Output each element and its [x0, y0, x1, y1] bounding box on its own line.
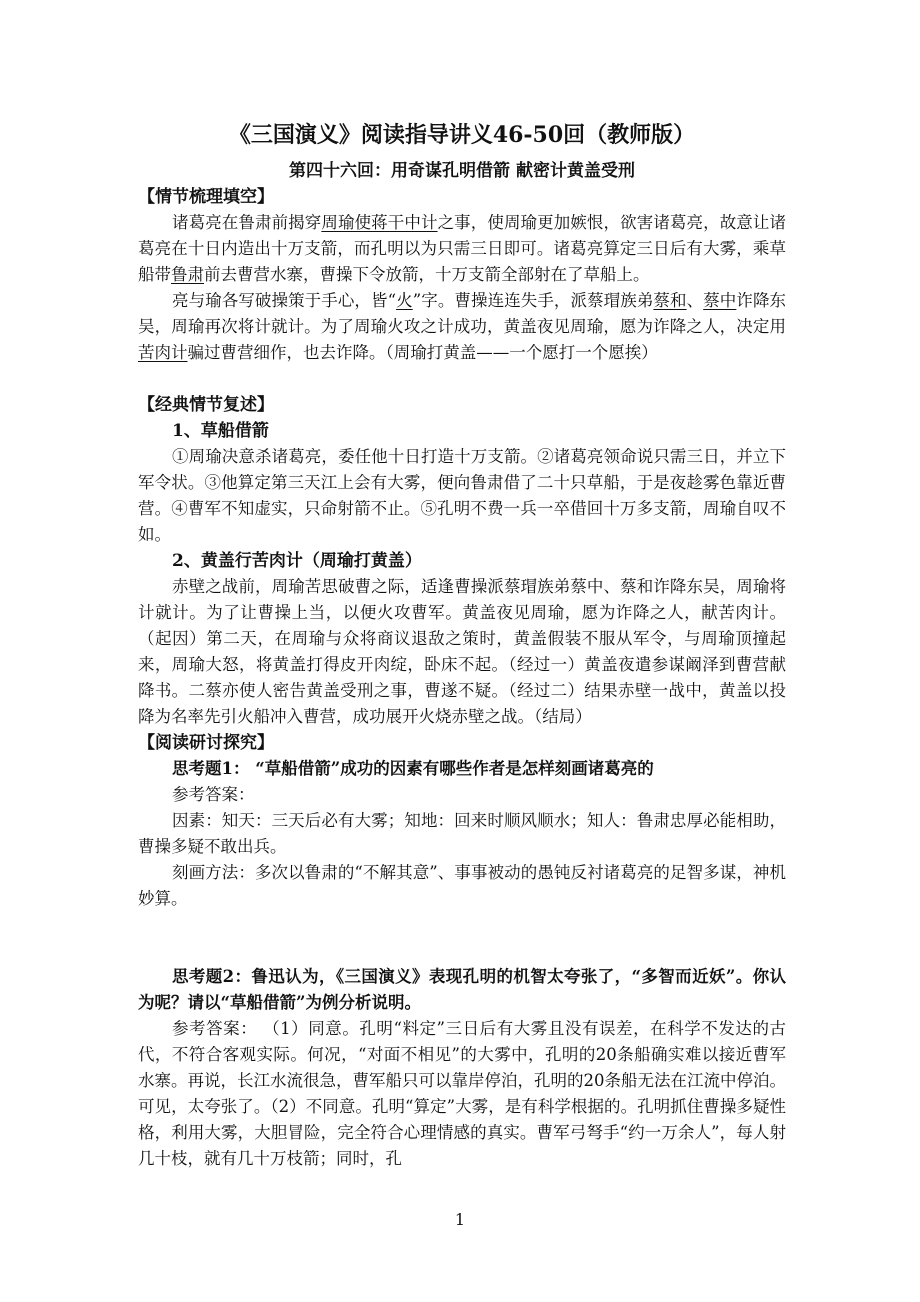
- question-2: 思考题2：鲁迅认为，《三国演义》表现孔明的机智太夸张了，“多智而近妖”。你认为呢？请以“草船借箭”为例分析说明。: [138, 967, 786, 1012]
- section-heading-retelling: 【经典情节复述】: [138, 395, 274, 415]
- fill-blank-answer: 蔡中: [703, 291, 737, 310]
- text-span: 之事，使周瑜更加嫉恨，欲害诸葛亮，故意让诸葛亮在十日内造出十万支箭，而孔明以为只需三日即可。诸葛亮算定三日后有大雾，乘草船带: [138, 213, 787, 284]
- text-span: 诈降东吴，周瑜再次将计就计。为了周瑜火攻之计成功，黄盖夜见周瑜，愿为诈降之人，决定用: [138, 291, 787, 336]
- answer-1-factors: 因素：知天：三天后必有大雾；知地：回来时顺风顺水；知人：鲁肃忠厚必能相助，曹操多疑不敢出兵。: [138, 811, 786, 856]
- plot-paragraph-1: [138, 210, 786, 288]
- section-heading-discussion: 【阅读研讨探究】: [138, 733, 274, 753]
- fill-blank-answer: 鲁肃: [171, 265, 204, 284]
- page-content: [138, 118, 786, 1172]
- subheading-straw-boats: 1、草船借箭: [172, 421, 269, 441]
- answer-label-1: 参考答案：: [172, 785, 255, 804]
- question-1: 思考题1： “草船借箭”成功的因素有哪些作者是怎样刻画诸葛亮的: [172, 759, 654, 778]
- text-span: ”字。曹操连连失手，派蔡瑁族弟: [412, 291, 654, 310]
- spacer: [138, 912, 786, 964]
- bitter-flesh-paragraph: 赤壁之战前，周瑜苦思破曹之际，适逢曹操派蔡瑁族弟蔡中、蔡和诈降东吴，周瑜将计就计。为了让曹操上当，以便火攻曹军。黄盖夜见周瑜，愿为诈降之人，献苦肉计。 （起因）第二天，在周瑜与众将商议退敌之策时，黄盖假装不服从军令，与周瑜顶撞起来，周瑜大怒，将黄盖打得皮开肉绽，卧床不起。（经过一）黄盖夜遣参谋阚泽到曹营献降书。二蔡亦使人密告黄盖受刑之事，曹遂不疑。（经过二）结果赤壁一战中，黄盖以投降为名率先引火船冲入曹营，成功展开火烧赤壁之战。（结局）: [138, 577, 786, 726]
- text-span: 、: [686, 291, 704, 310]
- section-heading-plot: 【情节梳理填空】: [138, 187, 274, 207]
- spacer: [138, 366, 786, 392]
- text-span: 骗过曹营细作，也去诈降。（周瑜打黄盖——一个愿打一个愿挨）: [187, 343, 658, 362]
- answer-2-text: （1）同意。孔明“料定”三日后有大雾且没有误差，在科学不发达的古代，不符合客观实际。何况，“对面不相见”的大雾中，孔明的20条船确实难以接近曹军水寨。再说，长江水流很急，曹军船只可以靠岸停泊，孔明的20条船无法在江流中停泊。可见，太夸张了。（2）不同意。孔明“算定”大雾，是有科学根据的。孔明抓住曹操多疑性格，利用大雾，大胆冒险，完全符合心理情感的真实。曹军弓弩手“约一万余人”，每人射几十枝，就有几十万枝箭；同时，孔: [138, 1019, 787, 1168]
- text-span: 亮与瑜各写破操策于手心，皆“: [172, 291, 397, 310]
- document-title: 《三国演义》阅读指导讲义46-50回（教师版）: [228, 122, 696, 148]
- fill-blank-answer: 苦肉计: [138, 343, 188, 362]
- plot-paragraph-2: [138, 288, 786, 366]
- answer-1-methods: 刻画方法：多次以鲁肃的“不解其意”、事事被动的愚钝反衬诸葛亮的足智多谋，神机妙算。: [138, 863, 786, 908]
- answer-label-2: 参考答案：: [172, 1019, 258, 1038]
- straw-boats-paragraph: ①周瑜决意杀诸葛亮，委任他十日打造十万支箭。②诸葛亮领命说只需三日，并立下军令状。③他算定第三天江上会有大雾，便向鲁肃借了二十只草船，于是夜趁雾色靠近曹营。④曹军不知虚实，只命射箭不止。⑤孔明不费一兵一卒借回十万多支箭，周瑜自叹不如。: [138, 447, 786, 544]
- answer-2: [138, 1016, 786, 1172]
- page-number: 1: [454, 1210, 466, 1229]
- chapter-title: 第四十六回：用奇谋孔明借箭 献密计黄盖受刑: [289, 161, 635, 181]
- fill-blank-answer: 蔡和: [653, 291, 687, 310]
- text-span: 诸葛亮在鲁肃前揭穿: [172, 213, 322, 232]
- subheading-bitter-flesh: 2、黄盖行苦肉计（周瑜打黄盖）: [172, 551, 422, 571]
- text-span: 前去曹营水寨，曹操下令放箭，十万支箭全部射在了草船上。: [204, 265, 650, 284]
- fill-blank-answer: 火: [396, 291, 413, 310]
- fill-blank-answer: 周瑜使蒋干中计: [321, 213, 438, 232]
